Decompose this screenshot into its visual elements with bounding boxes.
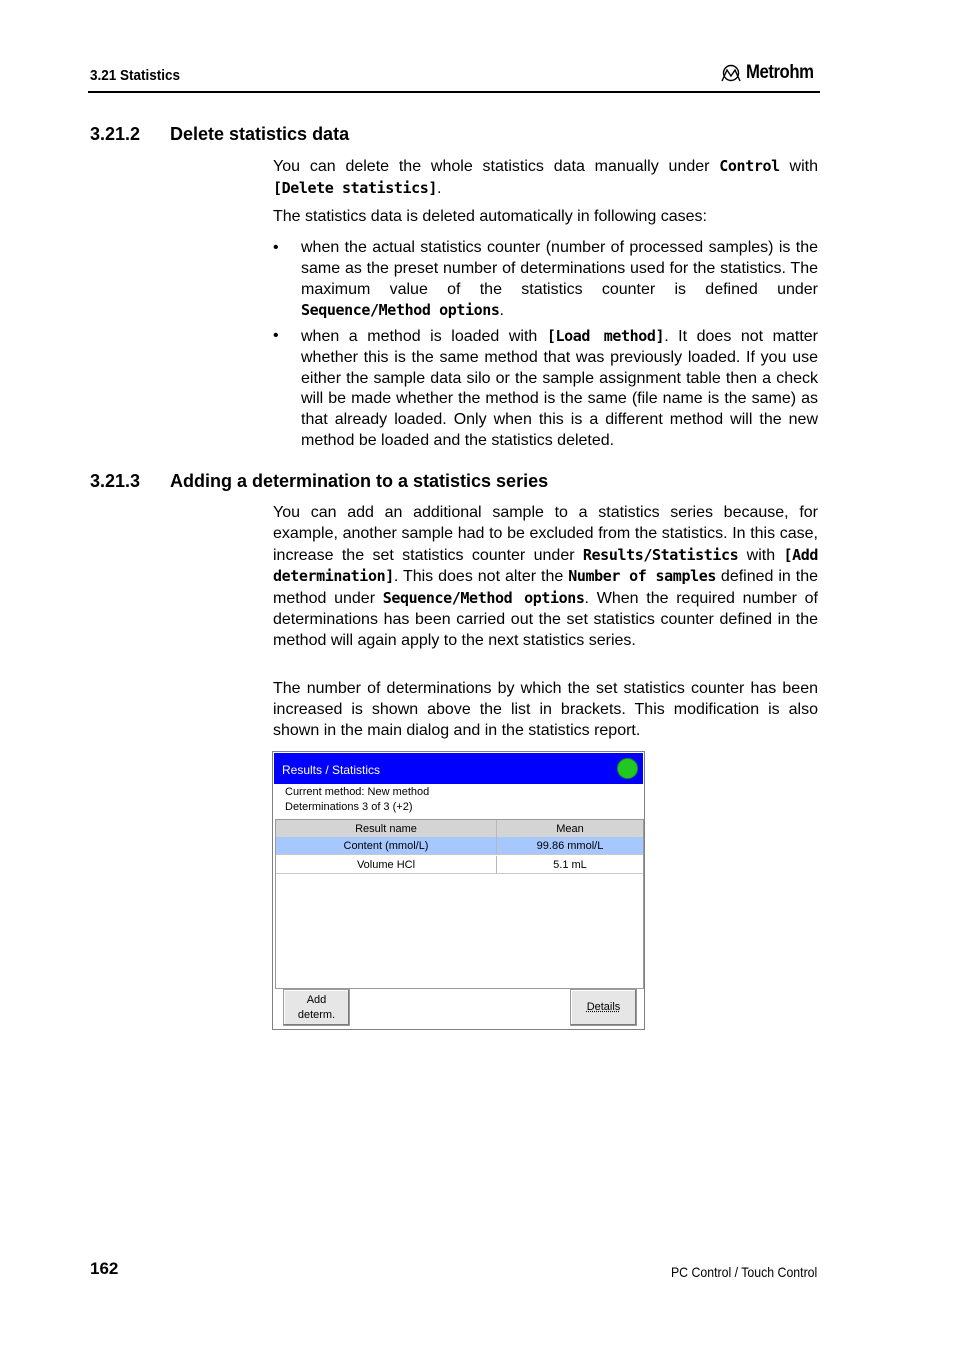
text-run: defined in the method under bbox=[273, 568, 819, 608]
result-name-cell: Volume HCl bbox=[276, 856, 497, 874]
code-control: Control bbox=[719, 157, 780, 175]
add-determination-button[interactable] bbox=[283, 989, 350, 1026]
paragraph-add-sample bbox=[273, 503, 818, 652]
table-row[interactable] bbox=[276, 837, 643, 855]
metrohm-logo-icon bbox=[720, 64, 742, 82]
section-title: Adding a determination to a statistics series bbox=[170, 471, 549, 491]
status-led-icon bbox=[617, 758, 638, 779]
mean-cell: 99.86 mmol/L bbox=[497, 837, 643, 855]
text-run: . bbox=[499, 302, 504, 320]
code-delete-statistics: [Delete statistics] bbox=[273, 178, 437, 197]
text-run: You can delete the whole statistics data manually under bbox=[273, 158, 720, 175]
running-header-section: 3.21 Statistics bbox=[90, 67, 181, 84]
list-item bbox=[273, 326, 818, 452]
list-item-text bbox=[301, 326, 818, 452]
text-run: . It does not matter whether this is the same method that was previously loaded. If you use either the sample data silo or the sample assignment table then a check will be made whether the method is the same (file name is the same) as that already loaded. Only when this is a different method will the new method be loaded and the statistics deleted. bbox=[301, 328, 819, 449]
list-item-text bbox=[301, 238, 818, 322]
column-header-result-name[interactable]: Result name bbox=[276, 820, 497, 838]
text-run: . When the required number of determinations has been carried out the set statistics counter defined in the method will again apply to the next statistics series. bbox=[273, 590, 818, 649]
code-load-method: [Load method] bbox=[546, 327, 665, 345]
text-run: . bbox=[437, 179, 442, 197]
brand-logo bbox=[720, 62, 823, 84]
section-heading-adding-determination bbox=[90, 471, 548, 492]
button-label: Details bbox=[586, 1001, 621, 1013]
text-run: . This does not alter the bbox=[393, 568, 569, 586]
text-run: You can add an additional sample to a statistics series because, for example, another sample had to be excluded from the statistics. In this case, increase the set statistics counter under bbox=[273, 504, 818, 564]
text-run: when the actual statistics counter (number of processed samples) is the same as the preset number of determinations used for the statistics. The maximum value of the statistics counter is defined under bbox=[301, 239, 818, 298]
footer-product: PC Control / Touch Control bbox=[670, 1264, 817, 1280]
paragraph-auto-delete: The statistics data is deleted automatically in following cases: bbox=[273, 208, 707, 225]
code-sequence-method-options: Sequence/Method options bbox=[382, 589, 585, 608]
code-add-determination: [Add determination] bbox=[273, 545, 819, 586]
section-title: Delete statistics data bbox=[170, 124, 350, 144]
page-number: 162 bbox=[90, 1259, 119, 1278]
code-results-statistics: Results/Statistics bbox=[582, 545, 739, 564]
text-run: with bbox=[779, 158, 818, 175]
code-number-of-samples: Number of samples bbox=[568, 567, 716, 586]
statistics-table bbox=[275, 819, 644, 989]
text-run: with bbox=[738, 546, 784, 564]
paragraph-delete-manually bbox=[273, 156, 818, 200]
paragraph-increase-shown: The number of determinations by which the set statistics counter has been increased is shown above the list in brackets. This modification is also shown in the main dialog and in the statistics report. bbox=[273, 680, 818, 739]
result-name-cell: Content (mmol/L) bbox=[276, 837, 497, 855]
button-label-line: determ. bbox=[297, 1009, 336, 1021]
table-row[interactable] bbox=[276, 856, 643, 874]
bullet-icon: • bbox=[273, 239, 279, 256]
section-number: 3.21.3 bbox=[90, 471, 141, 491]
dialog-title-bar bbox=[274, 753, 643, 784]
section-heading-delete-statistics bbox=[90, 124, 349, 145]
results-statistics-dialog bbox=[272, 751, 645, 1030]
column-header-mean[interactable]: Mean bbox=[497, 820, 643, 838]
section-number: 3.21.2 bbox=[90, 124, 141, 144]
code-sequence-method-options: Sequence/Method options bbox=[301, 301, 500, 320]
button-label bbox=[284, 993, 349, 1023]
details-button[interactable] bbox=[570, 989, 637, 1026]
brand-name: Metrohm bbox=[746, 62, 814, 83]
dialog-title: Results / Statistics bbox=[282, 763, 381, 777]
button-label-line: Add bbox=[306, 994, 327, 1006]
header-rule bbox=[88, 91, 820, 93]
list-item bbox=[273, 238, 818, 322]
current-method-label: Current method: New method bbox=[285, 786, 430, 798]
determinations-count: Determinations 3 of 3 (+2) bbox=[285, 801, 413, 813]
mean-cell: 5.1 mL bbox=[497, 856, 643, 874]
bullet-icon: • bbox=[273, 327, 279, 344]
table-header-row bbox=[276, 820, 643, 838]
text-run: when a method is loaded with bbox=[301, 328, 547, 345]
